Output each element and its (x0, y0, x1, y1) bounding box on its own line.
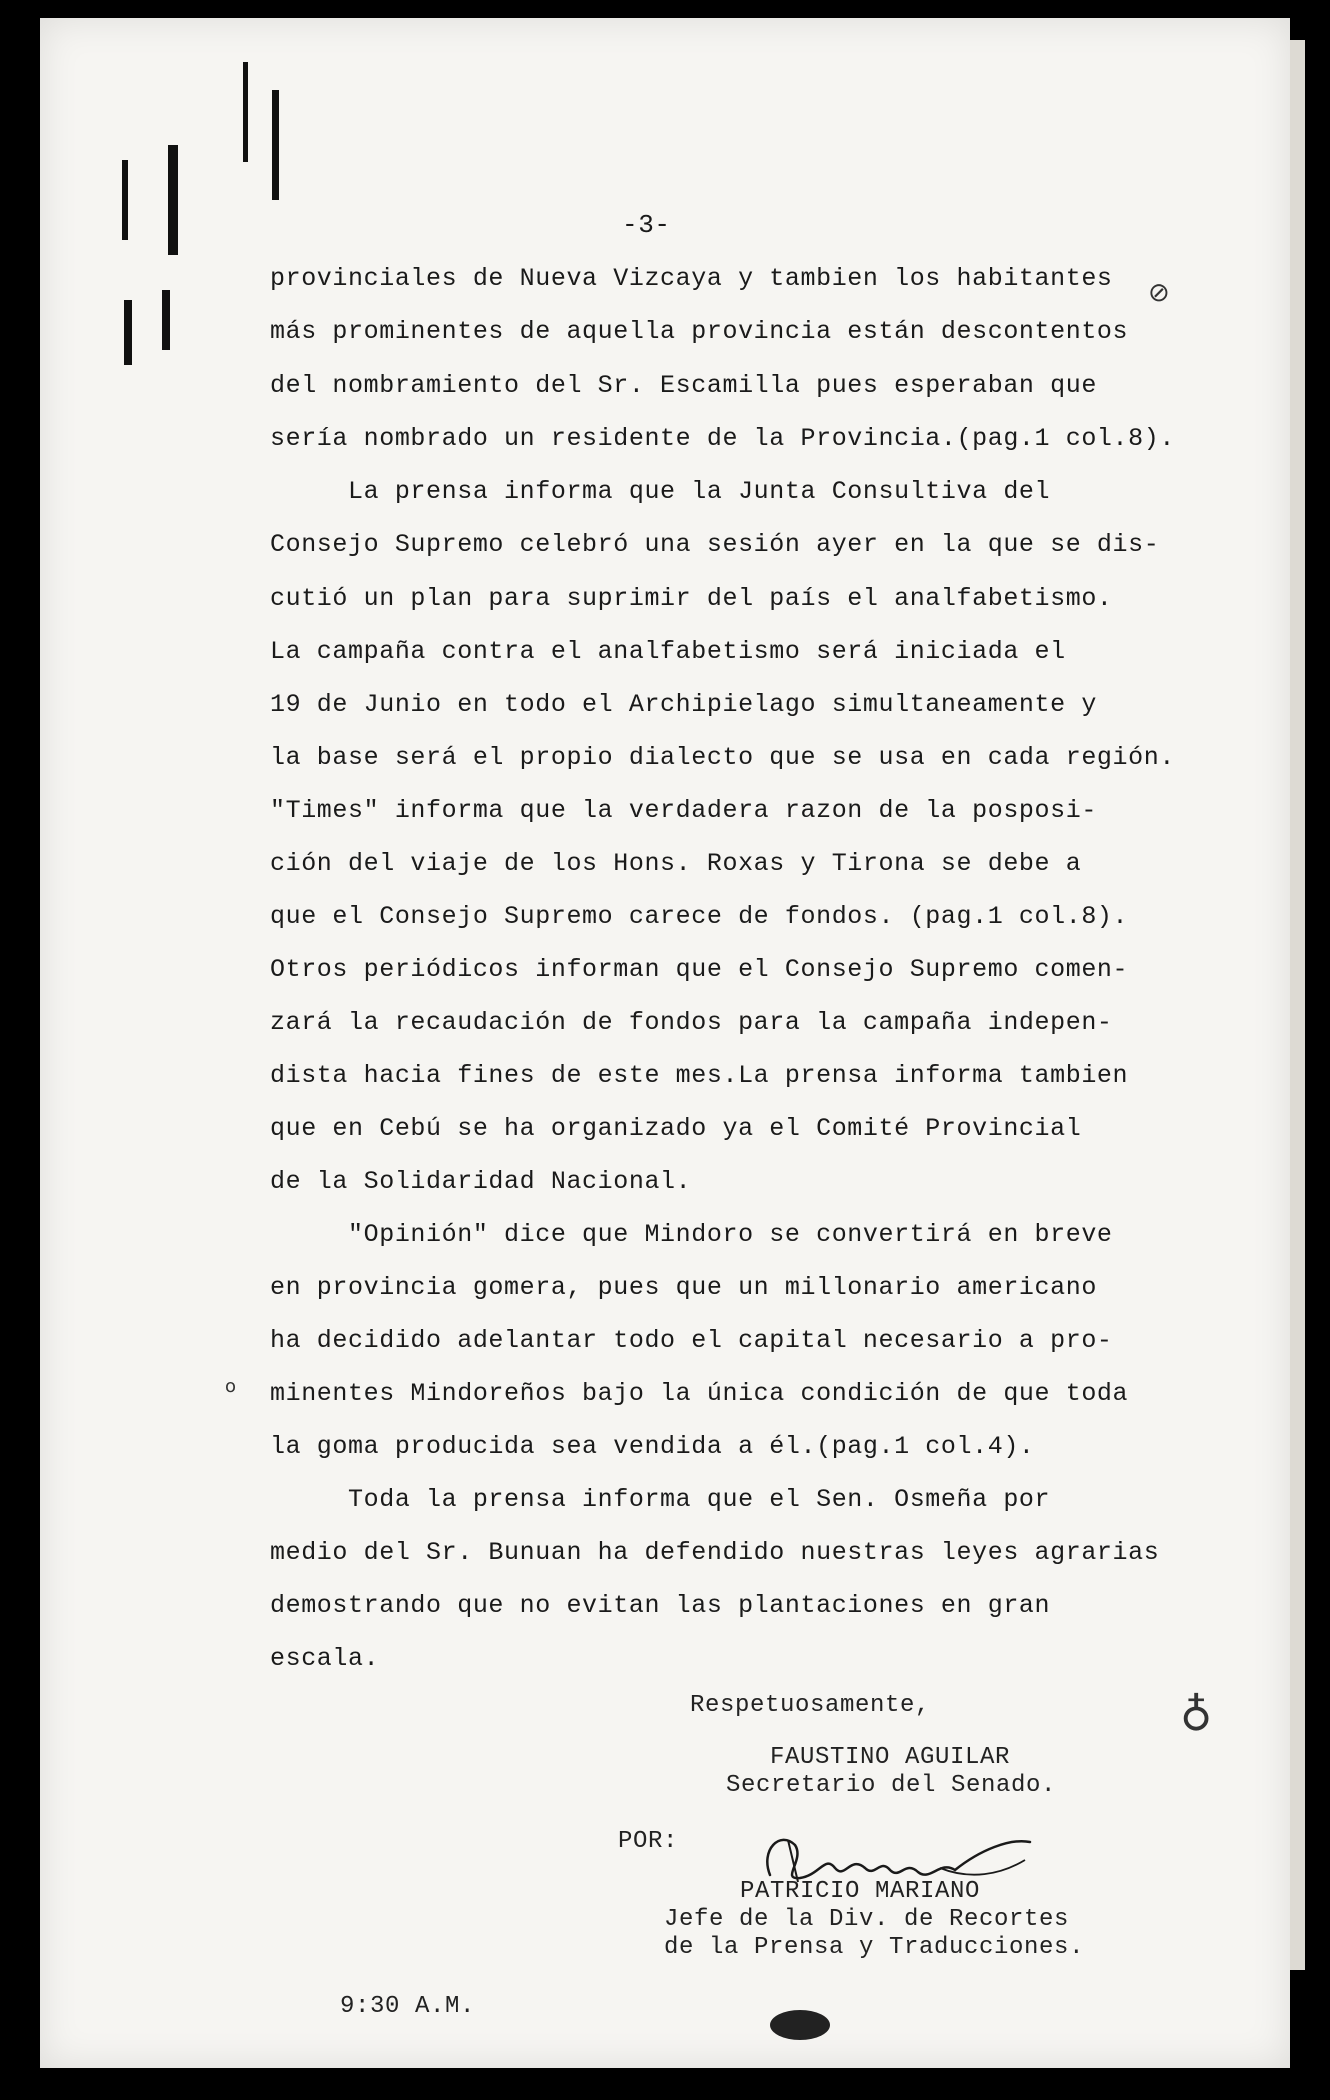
body-line: Toda la prensa informa que el Sen. Osmeña por (270, 1485, 1051, 1514)
margin-dot-mark: o (225, 1376, 237, 1397)
ink-blot (770, 2010, 830, 2040)
binder-mark (243, 62, 248, 162)
body-line: La prensa informa que la Junta Consultiva del (270, 477, 1051, 506)
body-line: zará la recaudación de fondos para la campaña indepen- (270, 1008, 1113, 1037)
body-line: "Opinión" dice que Mindoro se convertirá en breve (270, 1220, 1113, 1249)
ink-ring-mark: ♁ (1180, 1690, 1213, 1741)
body-line: de la Solidaridad Nacional. (270, 1167, 692, 1196)
sender-title: Secretario del Senado. (726, 1772, 1057, 1799)
page-number: -3- (622, 210, 671, 240)
por-label: POR: (618, 1828, 679, 1855)
body-line: sería nombrado un residente de la Provincia.(pag.1 col.8). (270, 424, 1175, 453)
por-title-line2: de la Prensa y Traducciones. (664, 1934, 1085, 1961)
body-line: demostrando que no evitan las plantaciones en gran (270, 1591, 1051, 1620)
body-line: medio del Sr. Bunuan ha defendido nuestras leyes agrarias (270, 1538, 1160, 1567)
body-line: escala. (270, 1644, 380, 1673)
binder-mark (272, 90, 279, 200)
por-title-line1: Jefe de la Div. de Recortes (664, 1906, 1070, 1933)
body-line: minentes Mindoreños bajo la única condición de que toda (270, 1379, 1129, 1408)
body-line: ha decidido adelantar todo el capital necesario a pro- (270, 1326, 1113, 1355)
body-line: "Times" informa que la verdadera razon de la posposi- (270, 796, 1097, 825)
binder-mark (122, 160, 128, 240)
body-line: 19 de Junio en todo el Archipielago simultaneamente y (270, 690, 1097, 719)
body-line: que el Consejo Supremo carece de fondos. (pag.1 col.8). (270, 902, 1129, 931)
binder-mark (168, 145, 178, 255)
body-line: la base será el propio dialecto que se usa en cada región. (270, 743, 1175, 772)
complimentary-close: Respetuosamente, (690, 1692, 931, 1719)
time-stamp: 9:30 A.M. (340, 1993, 476, 2020)
body-line: provinciales de Nueva Vizcaya y tambien los habitantes (270, 264, 1113, 293)
body-line: del nombramiento del Sr. Escamilla pues esperaban que (270, 371, 1097, 400)
body-line: cutió un plan para suprimir del país el analfabetismo. (270, 584, 1113, 613)
body-line: que en Cebú se ha organizado ya el Comité Provincial (270, 1114, 1082, 1143)
body-line: Otros periódicos informan que el Consejo Supremo comen- (270, 955, 1129, 984)
body-line: ción del viaje de los Hons. Roxas y Tirona se debe a (270, 849, 1082, 878)
sender-name: FAUSTINO AGUILAR (770, 1744, 1011, 1771)
body-line: Consejo Supremo celebró una sesión ayer en la que se dis- (270, 530, 1160, 559)
body-line: en provincia gomera, pues que un millonario americano (270, 1273, 1097, 1302)
body-line: la goma producida sea vendida a él.(pag.1 col.4). (270, 1432, 1035, 1461)
body-line: La campaña contra el analfabetismo será iniciada el (270, 637, 1066, 666)
por-name: PATRICIO MARIANO (740, 1878, 981, 1905)
binder-mark (162, 290, 170, 350)
body-line: dista hacia fines de este mes.La prensa informa tambien (270, 1061, 1129, 1090)
binder-mark (124, 300, 132, 365)
margin-ring-mark: ⊘ (1148, 278, 1170, 308)
body-line: más prominentes de aquella provincia están descontentos (270, 317, 1129, 346)
